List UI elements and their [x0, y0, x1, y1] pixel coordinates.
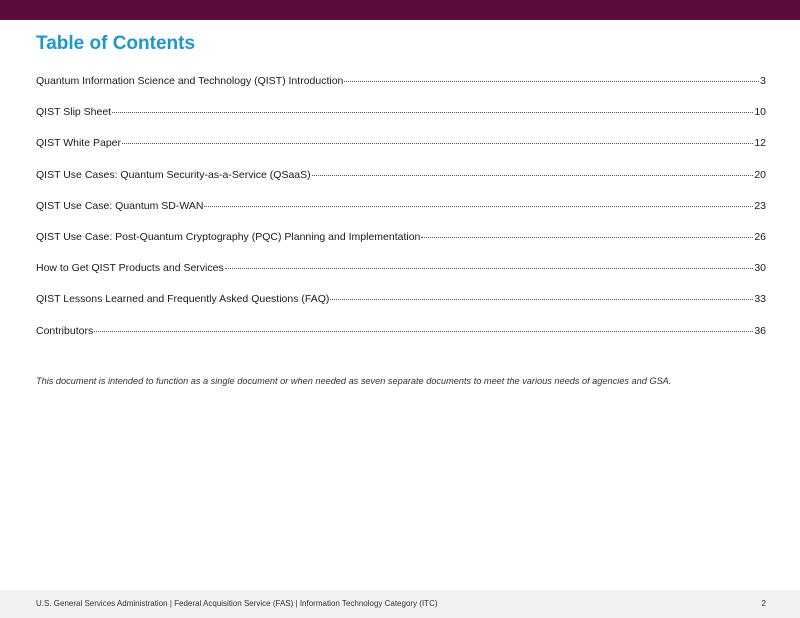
page-title: Table of Contents — [36, 33, 196, 54]
toc-dot-leader — [112, 112, 753, 113]
toc-entry-page: 10 — [754, 106, 766, 119]
toc-dot-leader — [94, 331, 753, 332]
toc-entry-label: QIST Lessons Learned and Frequently Asked Questions (FAQ) — [36, 293, 330, 306]
toc-entry[interactable] — [36, 136, 766, 167]
toc-entry-label: QIST Use Cases: Quantum Security-as-a-Service (QSaaS) — [36, 168, 311, 181]
toc-entry[interactable] — [36, 168, 766, 199]
page-footer — [0, 590, 800, 618]
toc-entry-label: QIST White Paper — [36, 137, 122, 150]
toc-entry-page: 23 — [754, 199, 766, 212]
toc-entry[interactable] — [36, 199, 766, 230]
toc-entry[interactable] — [36, 261, 766, 292]
toc-dot-leader — [225, 268, 754, 269]
toc-entry-page: 30 — [754, 262, 766, 275]
toc-dot-leader — [312, 175, 754, 176]
toc-entry-page: 3 — [760, 75, 766, 87]
toc-dot-leader — [421, 237, 753, 238]
toc-entry-page: 26 — [754, 230, 766, 243]
toc-entry-label: QIST Use Case: Quantum SD-WAN — [36, 199, 204, 212]
toc-dot-leader — [122, 143, 753, 144]
table-of-contents — [36, 74, 766, 355]
toc-entry-page: 36 — [754, 324, 766, 337]
toc-entry[interactable] — [36, 105, 766, 136]
toc-entry-label: QIST Use Case: Post-Quantum Cryptography (PQC) Planning and Implementation — [36, 230, 421, 243]
toc-entry-label: Quantum Information Science and Technology (QIST) Introduction — [36, 75, 344, 87]
toc-dot-leader — [204, 206, 753, 207]
toc-entry-page: 12 — [754, 137, 766, 150]
footer-page-number: 2 — [761, 599, 766, 608]
toc-entry-label: How to Get QIST Products and Services — [36, 262, 224, 275]
document-note: This document is intended to function as a single document or when needed as seven separate documents to meet the various needs of agencies and GSA. — [36, 376, 672, 386]
footer-text: U.S. General Services Administration | Federal Acquisition Service (FAS) | Information Technology Category (ITC) — [36, 599, 438, 608]
toc-dot-leader — [330, 299, 753, 300]
toc-entry[interactable] — [36, 324, 766, 355]
toc-entry[interactable] — [36, 74, 766, 105]
toc-entry-page: 33 — [754, 293, 766, 306]
toc-entry[interactable] — [36, 292, 766, 323]
header-bar — [0, 0, 800, 20]
toc-entry-label: QIST Slip Sheet — [36, 106, 112, 119]
toc-entry[interactable] — [36, 230, 766, 261]
toc-entry-label: Contributors — [36, 324, 94, 337]
toc-entry-page: 20 — [754, 168, 766, 181]
toc-dot-leader — [344, 81, 759, 82]
